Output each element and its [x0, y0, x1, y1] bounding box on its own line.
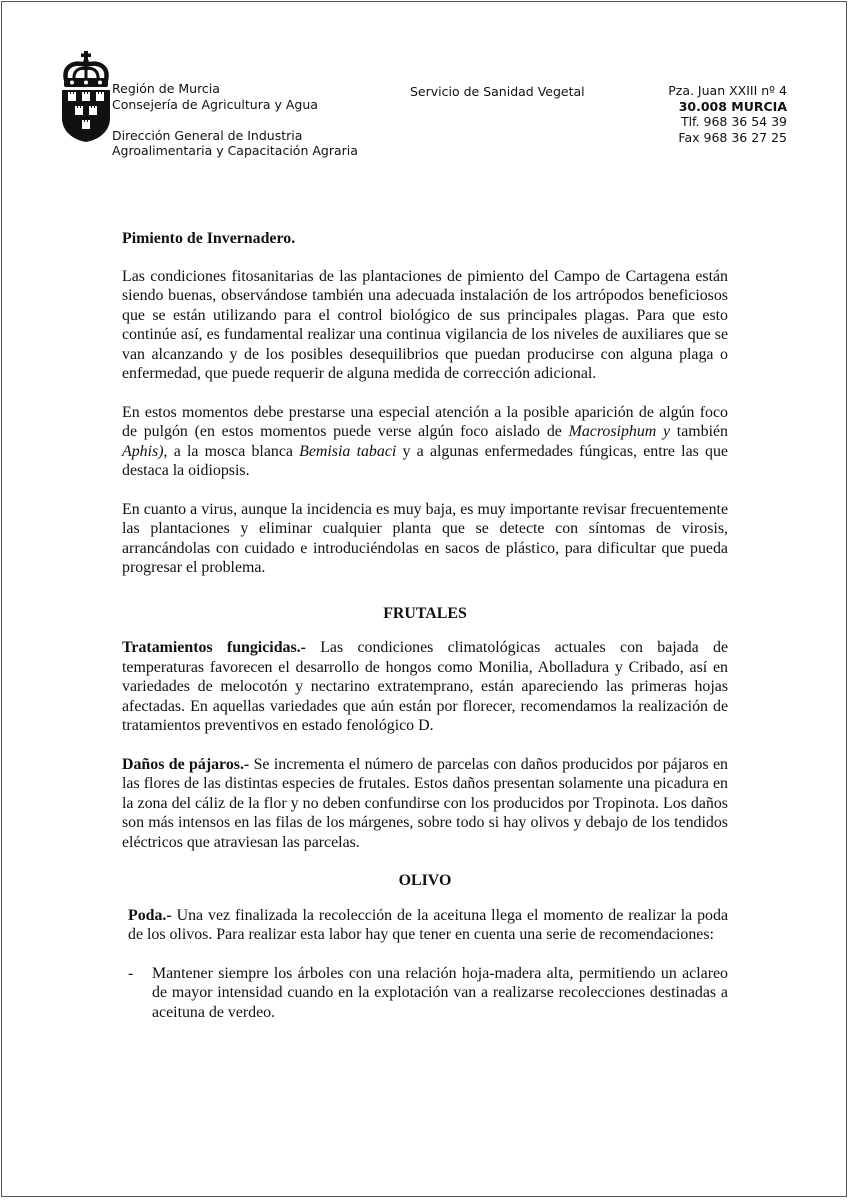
department-name: Consejería de Agricultura y Agua — [112, 96, 318, 112]
address-street: Pza. Juan XXIII nº 4 — [668, 83, 787, 98]
directorate-line-1: Dirección General de Industria — [112, 127, 303, 143]
org-name: Región de Murcia — [112, 81, 220, 96]
bulletin-body — [122, 229, 728, 1022]
olivo-recommendation-1: Mantener siempre los árboles con una relación hoja-madera alta, permitiendo un aclareo de mayor intensidad cuando en la explotación van a realizarse recolecciones destinadas a aceituna de verdeo. — [152, 964, 728, 1021]
olivo-poda-paragraph: Poda.- Una vez finalizada la recolección de la aceituna llega el momento de realizar la poda de los olivos. Para realizar esta labor hay que tener en cuenta una serie de recomendaciones: — [128, 906, 728, 943]
directorate-line-2: Agroalimentaria y Capacitación Agraria — [112, 143, 358, 158]
service-name: Servicio de Sanidad Vegetal — [410, 84, 585, 99]
olivo-title: OLIVO — [398, 872, 452, 889]
header-contact — [668, 83, 787, 145]
pimiento-title: Pimiento de Invernadero. — [122, 230, 296, 247]
pimiento-paragraph-1: Las condiciones fitosanitarias de las plantaciones de pimiento del Campo de Cartagena están siendo buenas, observándose también una adecuada instalación de los artrópodos beneficiosos que se están utilizando para el control biológico de sus principales plagas. Para que esto continúe así, es fundamental realizar una continua vigilancia de los niveles de auxiliares que se van alcanzando y de los posibles desequilibrios que puedan producirse con alguna plaga o enfermedad, que puede requerir de alguna medida de corrección adicional. — [122, 267, 728, 382]
list-bullet: - — [128, 964, 134, 982]
pimiento-paragraph-2: En estos momentos debe prestarse una especial atención a la posible aparición de algún foco de pulgón (en estos momentos puede verse algún foco aislado de Macrosiphum y también Aphis), a la mosca blanca Bemisia tabaci y a algunas enfermedades fúngicas, entre las que destaca la oidiopsis. — [122, 403, 728, 479]
fax-number: Fax 968 36 27 25 — [678, 129, 787, 145]
pajaros-label: Daños de pájaros.- — [122, 755, 250, 773]
frutales-pajaros-paragraph: Daños de pájaros.- Se incrementa el número de parcelas con daños producidos por pájaros en las flores de las distintas especies de frutales. Estos daños presentan solamente una picadura en la zona del cáliz de la flor y no deben confundirse con los producidos por Tropinota. Los daños son más intensos en las filas de los márgenes, sobre todo si hay olivos y debajo de los tendidos eléctricos que atraviesan las parcelas. — [122, 755, 728, 851]
fungicidas-label: Tratamientos fungicidas.- — [122, 639, 306, 656]
poda-label: Poda.- — [128, 906, 172, 924]
address-city: 30.008 MURCIA — [678, 98, 787, 114]
pimiento-paragraph-3: En cuanto a virus, aunque la incidencia es muy baja, es muy importante revisar frecuentemente las plantaciones y eliminar cualquier planta que se detecte con síntomas de virosis, arrancándolas con cuidado e introduciéndolas en sacos de plástico, para dificultar que pueda progresar el problema. — [122, 500, 728, 576]
frutales-fungicidas-paragraph: Tratamientos fungicidas.- Las condiciones climatológicas actuales con bajada de temperaturas favorecen el desarrollo de hongos como Monilia, Abolladura y Cribado, así en variedades de melocotón y nectarino extratemprano, están apareciendo las primeras hojas afectadas. En aquellas variedades que aún están por florecer, recomendamos la realización de tratamientos preventivos en estado fenológico D. — [122, 639, 728, 734]
frutales-title: FRUTALES — [383, 604, 467, 622]
header-organization — [112, 81, 358, 159]
phone-number: Tlf. 968 36 54 39 — [680, 114, 787, 129]
list-item — [122, 964, 728, 1023]
region-coat-of-arms-icon — [60, 50, 112, 142]
